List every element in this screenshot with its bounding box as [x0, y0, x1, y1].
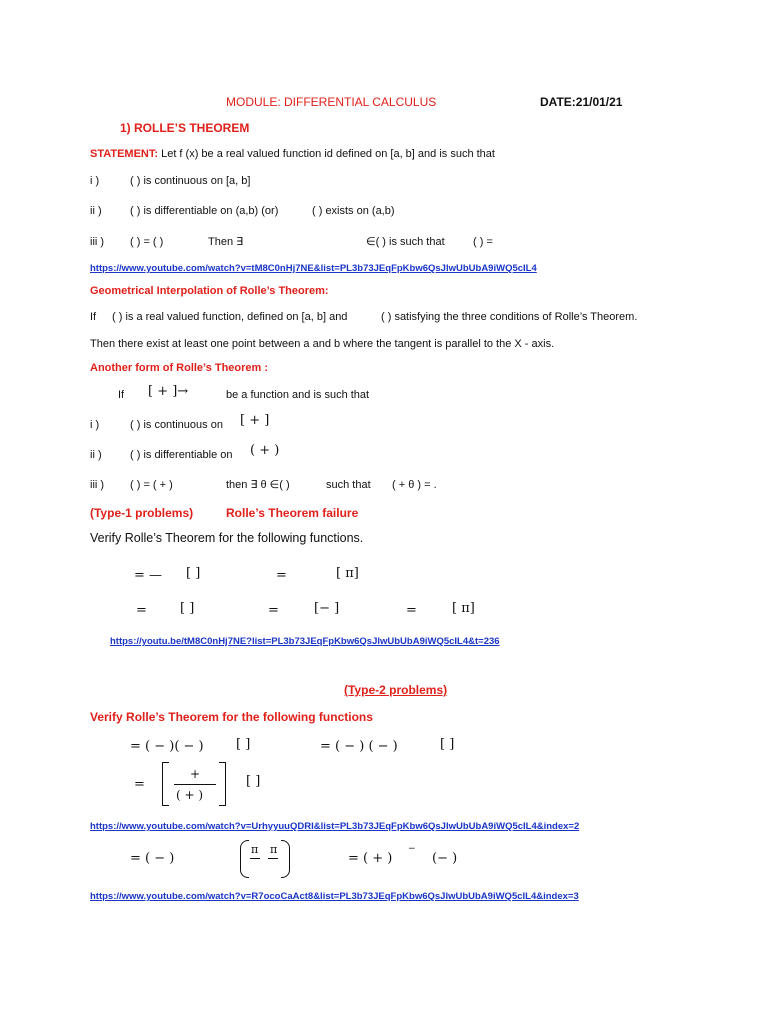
another-iii-such: such that	[326, 479, 371, 491]
another-tail: be a function and is such that	[226, 389, 370, 401]
geometric-line1a: ( ) is a real valued function, defined on [a, b] and	[112, 311, 348, 323]
type1-r1b: [ ]	[186, 566, 201, 581]
another-iii-then: then ∃ θ ∈( )	[226, 479, 290, 491]
type2-r3a: = ( − )	[130, 851, 175, 866]
section-heading: 1) ROLLE’S THEOREM	[120, 121, 250, 135]
type2-r3-superscript: −	[408, 844, 416, 854]
type2-r2a: =	[134, 777, 145, 792]
type1-r2b: [ ]	[180, 601, 195, 616]
pi-left-paren	[240, 840, 249, 878]
another-i-number: i )	[90, 419, 100, 431]
fraction-right-bracket	[219, 762, 226, 806]
type1-failure: Rolle’s Theorem failure	[226, 506, 359, 520]
cond-ii-alt: ( ) exists on (a,b)	[312, 205, 395, 217]
cond-i-number: i )	[90, 175, 100, 187]
type2-r3b: = ( + )	[348, 851, 393, 866]
geometric-if: If	[90, 311, 97, 323]
cond-iii-then: Then ∃	[208, 236, 244, 248]
document-date: DATE:21/01/21	[540, 95, 623, 109]
statement-text: Let f (x) be a real valued function id defined on [a, b] and is such that	[158, 148, 495, 160]
type1-heading: (Type-1 problems)	[90, 506, 194, 520]
type2-r1a: = ( − )( − )	[130, 739, 204, 754]
statement-label: STATEMENT:	[90, 148, 159, 160]
cond-iii-end: ( ) =	[473, 236, 493, 248]
video-link-2[interactable]: https://youtu.be/tM8C0nHj7NE?list=PL3b73JEqFpKbw6QsJlwUbUbA9iWQ5cIL4&t=236	[110, 636, 500, 647]
type1-verify: Verify Rolle’s Theorem for the following functions.	[90, 531, 364, 545]
type2-r3c: (− )	[432, 851, 458, 866]
cond-iii-number: iii )	[90, 236, 105, 248]
geometric-line1b: ( ) satisfying the three conditions of Rolle’s Theorem.	[381, 311, 638, 323]
video-link-4[interactable]: https://www.youtube.com/watch?v=R7ocoCaAct8&list=PL3b73JEqFpKbw6QsJlwUbUbA9iWQ5cIL4&index=3	[90, 891, 579, 902]
another-if: If	[118, 389, 125, 401]
pi-upper-right: π	[270, 843, 278, 856]
fraction-bar	[174, 784, 216, 785]
another-i-interval: [ + ]	[240, 413, 270, 428]
type2-verify: Verify Rolle’s Theorem for the following functions	[90, 710, 373, 724]
another-i-text: ( ) is continuous on	[130, 419, 223, 431]
type1-r1a: = —	[134, 568, 163, 583]
pi-bar-left	[250, 858, 260, 859]
another-ii-number: ii )	[90, 449, 102, 461]
type1-r1d: [ π]	[336, 566, 359, 581]
cond-ii-text: ( ) is differentiable on (a,b) (or)	[130, 205, 279, 217]
type1-r1c: =	[276, 568, 287, 583]
type1-r2f: [ π]	[452, 601, 475, 616]
cond-ii-number: ii )	[90, 205, 102, 217]
another-iii-end: ( + θ ) = .	[392, 479, 437, 491]
type1-r2c: =	[268, 603, 279, 618]
type2-pi-interval	[240, 840, 290, 878]
type1-r2d: [− ]	[314, 601, 340, 616]
type2-heading: (Type-2 problems)	[344, 683, 448, 697]
statement-line	[90, 147, 495, 161]
video-link-3[interactable]: https://www.youtube.com/watch?v=UrhyyuuQDRI&list=PL3b73JEqFpKbw6QsJlwUbUbA9iWQ5cIL4&index=2	[90, 821, 580, 832]
fraction-numerator: +	[190, 767, 201, 781]
another-iii-number: iii )	[90, 479, 105, 491]
another-iii-equal: ( ) = ( + )	[130, 479, 173, 491]
another-ii-text: ( ) is differentiable on	[130, 449, 233, 461]
type2-r1d: [ ]	[440, 737, 455, 752]
pi-bar-right	[268, 858, 278, 859]
module-title: MODULE: DIFFERENTIAL CALCULUS	[226, 95, 437, 109]
type2-r1b: [ ]	[236, 737, 251, 752]
geometric-line2: Then there exist at least one point between a and b where the tangent is parallel to the X - axis.	[90, 338, 555, 350]
another-interval: [ + ]→	[148, 384, 189, 399]
cond-iii-in: ∈( ) is such that	[366, 236, 445, 248]
fraction-left-bracket	[162, 762, 169, 806]
type2-r1c: = ( − ) ( − )	[320, 739, 398, 754]
another-form-heading: Another form of Rolle’s Theorem :	[90, 362, 269, 374]
type1-r2a: =	[136, 603, 147, 618]
type2-r2b: [ ]	[246, 774, 261, 789]
geometric-heading: Geometrical Interpolation of Rolle’s Theorem:	[90, 285, 329, 297]
cond-iii-equal: ( ) = ( )	[130, 236, 164, 248]
type2-fraction	[162, 762, 226, 806]
pi-right-paren	[281, 840, 290, 878]
fraction-denominator: ( + )	[176, 788, 204, 802]
pi-upper-left: π	[251, 843, 259, 856]
another-ii-interval: ( + )	[250, 443, 280, 458]
type1-r2e: =	[406, 603, 417, 618]
cond-i-text: ( ) is continuous on [a, b]	[130, 175, 251, 187]
video-link-1[interactable]: https://www.youtube.com/watch?v=tM8C0nHj7NE&list=PL3b73JEqFpKbw6QsJlwUbUbA9iWQ5cIL4	[90, 263, 537, 274]
